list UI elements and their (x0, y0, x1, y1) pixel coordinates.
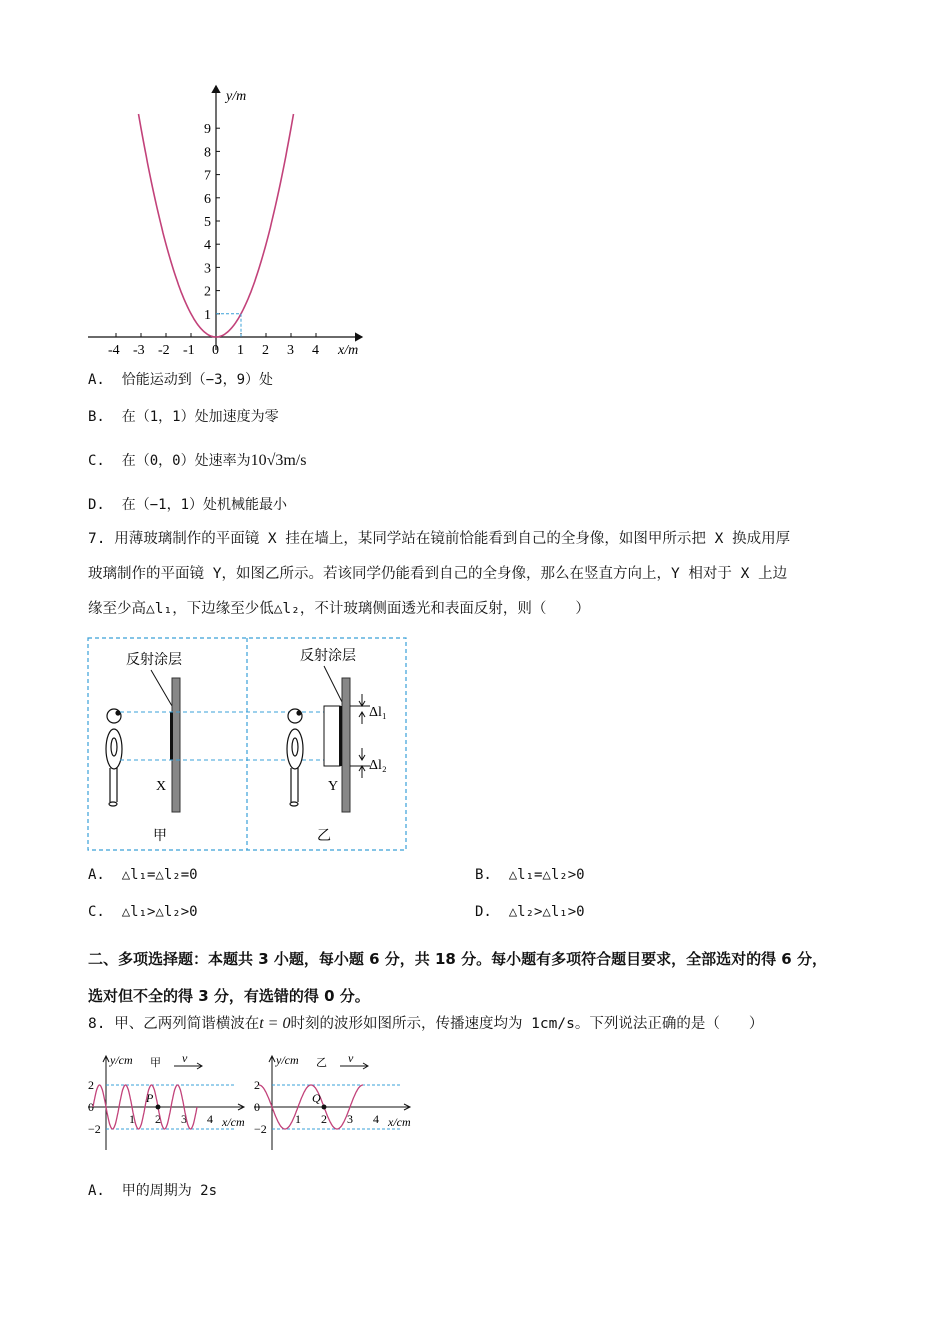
option-letter: C. (88, 904, 105, 920)
x-tick-label: 2 (321, 1112, 327, 1126)
option-text: △l₁=△l₂>0 (508, 867, 585, 883)
q7-line-2: 玻璃制作的平面镜 Y，如图乙所示。若该同学仍能看到自己的全身像，那么在竖直方向上，Y 相对于 X 上边 (88, 566, 788, 582)
y-axis-label: y/cm (110, 1053, 133, 1067)
dl1-label: Δl₁ (369, 705, 387, 720)
x-tick-label: 0 (212, 343, 219, 358)
q7-option-c[interactable] (88, 904, 198, 920)
option-text: △l₁=△l₂=0 (121, 867, 198, 883)
q7-option-d[interactable] (475, 904, 585, 920)
velocity-label: v (182, 1051, 188, 1065)
q6-option-d[interactable] (88, 494, 287, 514)
option-letter: B. (88, 409, 105, 425)
option-letter: D. (475, 904, 492, 920)
y-tick-label: 0 (88, 1100, 94, 1114)
y-axis-label: y/m (226, 89, 247, 104)
x-tick-label: 4 (207, 1112, 213, 1126)
option-text: 在（1，1）处加速度为零 (121, 409, 279, 425)
y-tick-label: −2 (254, 1122, 267, 1136)
mirror-x-label: X (156, 779, 167, 794)
x-tick-label: 4 (373, 1112, 379, 1126)
mirror-x (172, 678, 180, 812)
option-text: 甲的周期为 2s (121, 1183, 218, 1199)
person-right (287, 709, 303, 806)
option-letter: A. (88, 867, 105, 883)
panel-left-label: 甲 (153, 828, 167, 844)
y-tick-label: 1 (204, 307, 211, 323)
y-tick-label: 0 (254, 1100, 260, 1114)
x-tick-label: 3 (287, 343, 294, 358)
x-tick-label: -2 (158, 343, 170, 358)
q8-option-a[interactable] (88, 1180, 217, 1200)
y-axis-label: y/cm (276, 1053, 299, 1067)
coating-label-right: 反射涂层 (300, 648, 356, 664)
y-tick-label: 2 (204, 284, 211, 300)
x-tick-label: 4 (312, 343, 319, 358)
x-axis-label: x/cm (222, 1115, 245, 1129)
x-tick-label: 1 (295, 1112, 301, 1126)
x-tick-label: 1 (237, 343, 244, 358)
q6-option-b[interactable] (88, 406, 279, 426)
y-tick-label: 7 (204, 168, 211, 184)
y-tick-label: 5 (204, 215, 211, 230)
q8-stem-a: 8. 甲、乙两列简谐横波在 (88, 1016, 260, 1032)
mirror-figure (86, 636, 410, 854)
coating-pointer-right (324, 666, 342, 702)
q7-line-1: 7. 用薄玻璃制作的平面镜 X 挂在墙上，某同学站在镜前恰能看到自己的全身像，如图甲所示把 X 换成用厚 (88, 531, 791, 547)
dl2-marker (350, 748, 370, 778)
mirror-y-glass (324, 706, 340, 766)
person-left (106, 709, 122, 806)
wave-point-label: P (146, 1091, 154, 1105)
coating-left (170, 712, 173, 760)
wave-point-label: Q (312, 1091, 321, 1105)
option-letter: C. (88, 453, 105, 469)
q8-stem-b: 时刻的波形如图所示，传播速度均为 1cm/s。下列说法正确的是（ ） (290, 1016, 764, 1032)
option-text: 在（−1，1）处机械能最小 (121, 497, 288, 513)
q7-option-a[interactable] (88, 867, 198, 883)
mirror-y-wall (342, 678, 350, 812)
y-tick-label: 2 (254, 1078, 260, 1092)
dl2-label: Δl₂ (369, 758, 387, 773)
coating-pointer-left (151, 670, 172, 706)
coating-right (339, 706, 342, 766)
q8-stem (88, 1006, 888, 1042)
wave-point (156, 1105, 161, 1110)
y-tick-label: 3 (204, 261, 211, 277)
y-tick-label: 6 (204, 191, 211, 207)
coating-label-left: 反射涂层 (126, 652, 182, 668)
option-text: 在（0，0）处速率为 (121, 453, 251, 469)
guide-lines (216, 314, 241, 337)
velocity-label: v (348, 1051, 354, 1065)
y-tick-label: 8 (204, 145, 211, 161)
section2-heading (88, 941, 888, 1015)
x-tick-label: 1 (129, 1112, 135, 1126)
y-tick-label: 9 (204, 122, 211, 138)
x-tick-label: 3 (181, 1112, 187, 1126)
wave-name: 甲 (150, 1057, 161, 1069)
option-letter: A. (88, 1183, 105, 1199)
x-tick-label: 2 (155, 1112, 161, 1126)
x-tick-label: 3 (347, 1112, 353, 1126)
option-math: 10√3m/s (250, 452, 307, 469)
q6-option-a[interactable] (88, 369, 273, 389)
x-tick-label: -3 (133, 343, 145, 358)
option-text: △l₁>△l₂>0 (121, 904, 198, 920)
x-tick-label: -1 (183, 343, 195, 358)
mirror-y-label: Y (328, 779, 339, 794)
x-tick-label: 2 (262, 343, 269, 358)
section2-line-1: 二、多项选择题：本题共 3 小题，每小题 6 分，共 18 分。每小题有多项符合题目要求，全部选对的得 6 分， (88, 950, 827, 968)
x-axis-label: x/cm (388, 1115, 411, 1129)
option-letter: A. (88, 372, 105, 388)
option-letter: B. (475, 867, 492, 883)
panel-right-label: 乙 (317, 828, 331, 844)
parabola-graph (80, 80, 380, 365)
section2-line-2: 选对但不全的得 3 分，有选错的得 0 分。 (88, 987, 370, 1005)
y-tick-label: 2 (88, 1078, 94, 1092)
option-text: △l₂>△l₁>0 (508, 904, 585, 920)
option-text: 恰能运动到（−3，9）处 (121, 372, 274, 388)
q7-line-3: 缘至少高△l₁，下边缘至少低△l₂，不计玻璃侧面透光和表面反射，则（ ） (88, 601, 590, 617)
y-tick-label: 4 (204, 238, 211, 254)
q7-option-b[interactable] (475, 867, 585, 883)
y-tick-label: −2 (88, 1122, 101, 1136)
q8-stem-math: t = 0 (259, 1015, 291, 1032)
wave-name: 乙 (316, 1057, 327, 1069)
q6-option-c[interactable] (88, 450, 306, 470)
wave-graph-jia (84, 1050, 254, 1160)
q7-stem (88, 522, 888, 627)
option-letter: D. (88, 497, 105, 513)
dl1-marker (350, 694, 370, 724)
x-tick-label: -4 (108, 343, 120, 358)
wave-point (322, 1105, 327, 1110)
x-axis-label: x/m (338, 343, 359, 358)
wave-graph-yi (250, 1050, 420, 1160)
